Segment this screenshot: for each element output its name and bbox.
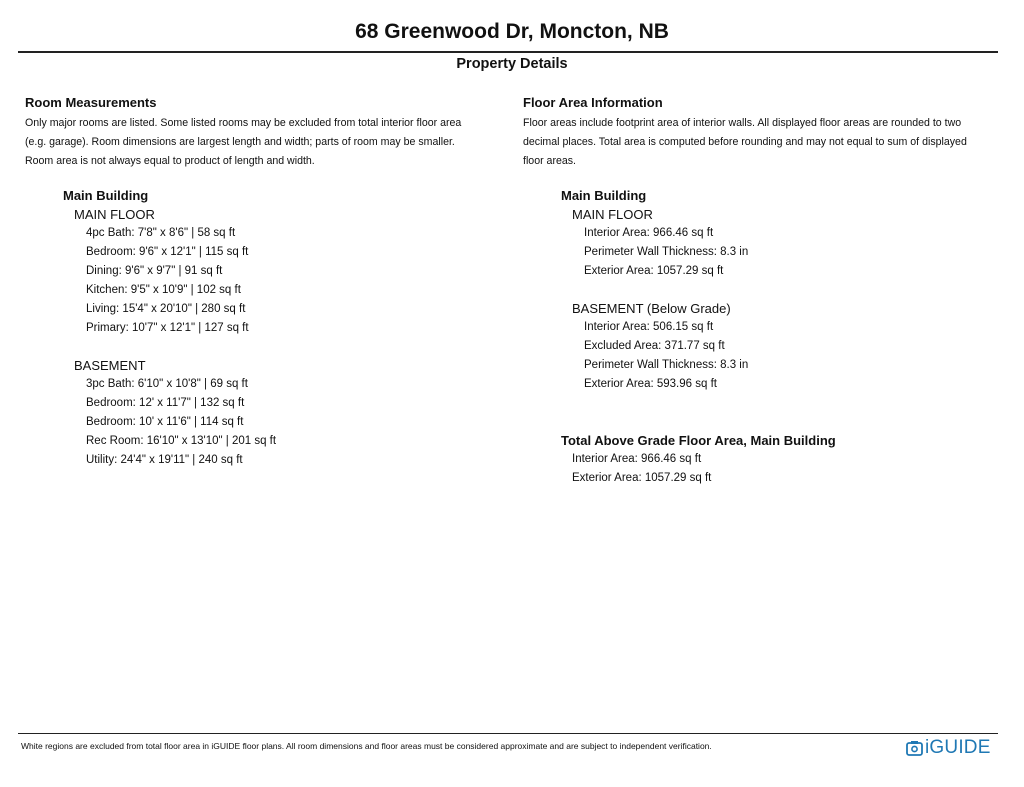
room-item: Dining: 9'6" x 9'7" | 91 sq ft [86, 265, 223, 277]
area-item: Exterior Area: 593.96 sq ft [584, 378, 717, 390]
floor-label-basement: BASEMENT (Below Grade) [572, 301, 731, 316]
page-subtitle: Property Details [456, 56, 568, 72]
room-measurements-heading: Room Measurements [25, 95, 157, 110]
area-item: Exterior Area: 1057.29 sq ft [584, 265, 724, 277]
logo-text: iGUIDE [925, 737, 991, 758]
room-item: 3pc Bath: 6'10" x 10'8" | 69 sq ft [86, 378, 248, 390]
area-item: Perimeter Wall Thickness: 8.3 in [584, 246, 749, 258]
room-item: Bedroom: 12' x 11'7" | 132 sq ft [86, 397, 245, 409]
floor-label-basement: BASEMENT [74, 358, 146, 373]
area-item: Interior Area: 966.46 sq ft [584, 227, 714, 239]
total-area-item: Interior Area: 966.46 sq ft [572, 453, 702, 465]
spacer [523, 394, 1008, 431]
floor-area-section [523, 94, 1008, 488]
room-item: Bedroom: 10' x 11'6" | 114 sq ft [86, 416, 244, 428]
footer-divider [18, 733, 998, 734]
spacer [523, 281, 1008, 299]
room-item: Living: 15'4" x 20'10" | 280 sq ft [86, 303, 246, 315]
room-item: Primary: 10'7" x 12'1" | 127 sq ft [86, 322, 249, 334]
room-measurements-section [25, 94, 500, 470]
total-area-item: Exterior Area: 1057.29 sq ft [572, 472, 712, 484]
room-item: 4pc Bath: 7'8" x 8'6" | 58 sq ft [86, 227, 236, 239]
room-item: Kitchen: 9'5" x 10'9" | 102 sq ft [86, 284, 241, 296]
note-line: floor areas. [523, 155, 576, 167]
floor-area-note [523, 114, 1008, 171]
room-measurements-note [25, 114, 500, 171]
page-title: 68 Greenwood Dr, Moncton, NB [355, 20, 669, 43]
spacer [25, 338, 500, 356]
building-heading: Main Building [561, 188, 647, 203]
footer-disclaimer: White regions are excluded from total floor area in iGUIDE floor plans. All room dimensions and floor areas must be considered approximate and are subject to independent verification. [21, 741, 712, 751]
area-item: Perimeter Wall Thickness: 8.3 in [584, 359, 749, 371]
area-item: Excluded Area: 371.77 sq ft [584, 340, 725, 352]
header-divider [18, 51, 998, 53]
area-item: Interior Area: 506.15 sq ft [584, 321, 714, 333]
note-line: (e.g. garage). Room dimensions are largest length and width; parts of room may be smaller. [25, 136, 455, 148]
note-line: decimal places. Total area is computed before rounding and may not equal to sum of displayed [523, 136, 967, 148]
building-heading: Main Building [63, 188, 149, 203]
note-line: Only major rooms are listed. Some listed rooms may be excluded from total interior floor area [25, 117, 462, 129]
room-item: Utility: 24'4" x 19'11" | 240 sq ft [86, 454, 243, 466]
room-item: Rec Room: 16'10" x 13'10" | 201 sq ft [86, 435, 277, 447]
floor-label-main: MAIN FLOOR [572, 207, 653, 222]
camera-icon [906, 740, 923, 757]
floor-label-main: MAIN FLOOR [74, 207, 155, 222]
note-line: Room area is not always equal to product of length and width. [25, 155, 315, 167]
floor-area-heading: Floor Area Information [523, 95, 663, 110]
iguide-logo [906, 737, 991, 759]
room-item: Bedroom: 9'6" x 12'1" | 115 sq ft [86, 246, 249, 258]
note-line: Floor areas include footprint area of interior walls. All displayed floor areas are rounded to two [523, 117, 962, 129]
total-area-heading: Total Above Grade Floor Area, Main Building [561, 433, 836, 448]
